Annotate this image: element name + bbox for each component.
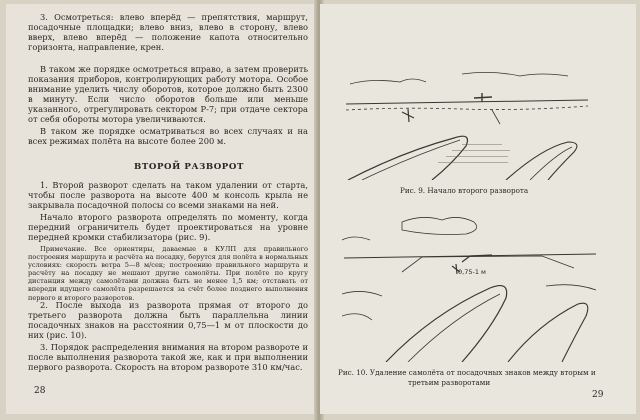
paragraph-second-turn: 1. Второй разворот сделать на таком удалении от старта, чтобы после разворота на высоте 400 м консоль крыла не закрывала посадочной полосы со всеми знаками на ней. bbox=[28, 180, 308, 211]
left-page bbox=[6, 4, 318, 414]
figure-9-illustration bbox=[342, 52, 592, 180]
figure-9-caption: Рис. 9. Начало второго разворота bbox=[400, 186, 529, 195]
page-number-left: 28 bbox=[34, 386, 46, 396]
distance-label: 0,75-1 м bbox=[458, 268, 486, 276]
right-page bbox=[320, 4, 636, 414]
paragraph-turn-start: Начало второго разворота определять по моменту, когда передний ограничитель будет проектироваться на уровне передней кромки стабилизатора (рис. 9). bbox=[28, 212, 308, 243]
paragraph-look-around: 3. Осмотреться: влево вперёд — препятствия, маршрут, посадочные площадки; влево вниз, влево в сторону, влево вверх, влево вперёд — положение капота относительно горизонта, направление, крен. bbox=[28, 12, 308, 53]
section-heading: ВТОРОЙ РАЗВОРОТ bbox=[134, 162, 244, 172]
figure-10-illustration bbox=[342, 212, 598, 362]
paragraph-instruments: В таком же порядке осмотреться вправо, а затем проверить показания приборов, контролирующих работу мотора. Особое внимание уделить числу оборотов, которое должно быть 2300 в минуту. Если число оборотов больше или меньше указанного, отрегулировать сектором Р-7; при отдаче сектора от себя обороты мотора увеличиваются. bbox=[28, 64, 308, 125]
paragraph-attention: 3. Порядок распределения внимания на втором развороте и после выполнения разворота такой же, как и при выполнении первого разворота. Скорость на втором развороте 310 км/час. bbox=[28, 342, 308, 373]
paragraph-all-modes: В таком же порядке осматриваться во всех случаях и на всех режимах полёта на высоте более 200 м. bbox=[28, 126, 308, 147]
page-number-right: 29 bbox=[592, 390, 604, 400]
figure-10-caption-line1: Рис. 10. Удаление самолёта от посадочных знаков между вторым и bbox=[338, 368, 596, 377]
note-paragraph: Примечание. Все ориентиры, даваемые в КУЛП для правильного построения маршрута и расчёта на посадку, берутся для полёта в нормальных условиях: скорость ветра 5—8 м/сек; построению правильного маршрута и расчёту на посадку не мешают другие самолёты. При полёте по кругу дистанция между самолётами должна быть не менее 1,5 км; отставать от впереди идущего самолёта разрешается за счёт более позднего выполнения первого и второго разворотов. bbox=[28, 245, 308, 302]
figure-10-caption-line2: третьим разворотами bbox=[408, 378, 491, 387]
paragraph-straight-leg: 2. После выхода из разворота прямая от второго до третьего разворота должна быть параллельна линии посадочных знаков на расстоянии 0,75—1 м от плоскости до них (рис. 10). bbox=[28, 300, 308, 341]
